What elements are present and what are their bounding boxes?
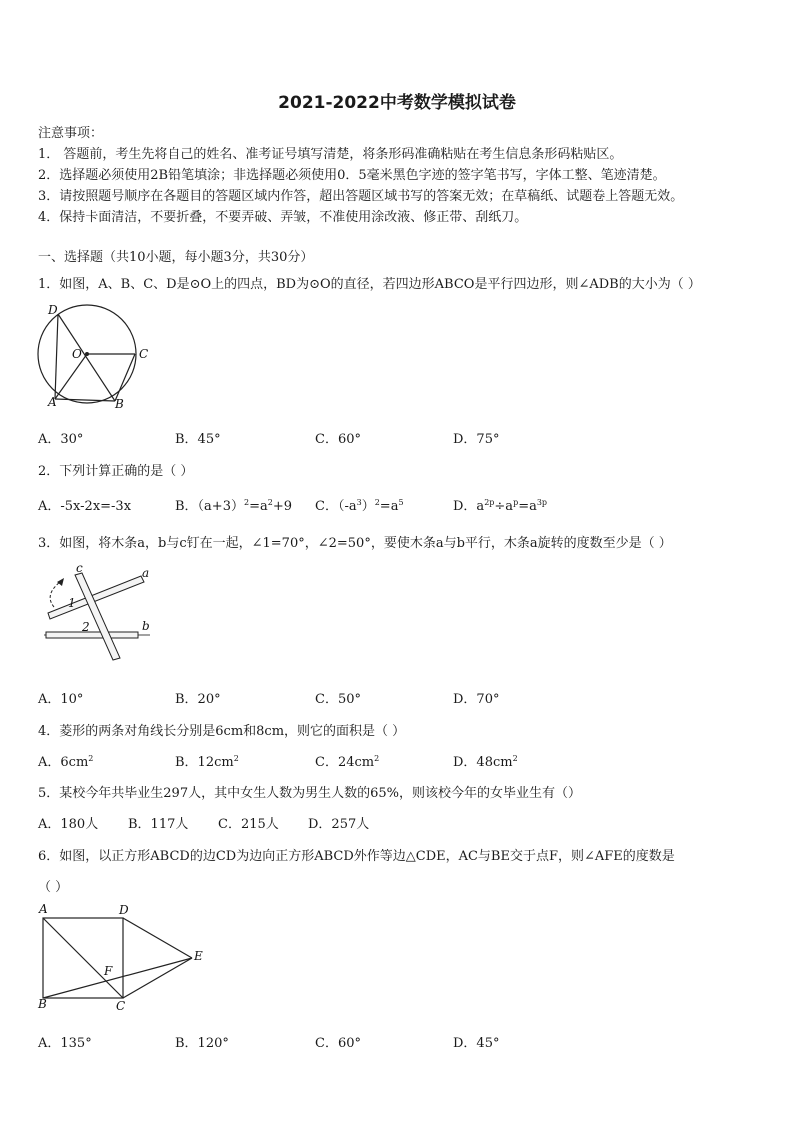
notice-item: 1． 答题前，考生先将自己的姓名、准考证号填写清楚，将条形码准确粘贴在考生信息条形码粘贴区。 (38, 147, 623, 162)
question-5-stem: 5．某校今年共毕业生297人，其中女生人数为男生人数的65%，则该校今年的女毕业生有（） (38, 786, 581, 801)
notice-item: 3．请按照题号顺序在各题目的答题区域内作答，超出答题区域书写的答案无效；在草稿纸、试题卷上答题无效。 (38, 189, 684, 204)
question-1-stem: 1．如图，A、B、C、D是⊙O上的四点，BD为⊙O的直径，若四边形ABCO是平行四边形，则∠ADB的大小为（ ） (38, 277, 701, 292)
label-c: c (76, 561, 83, 575)
label-a: A (48, 395, 57, 409)
option-c[interactable]: C．60° (315, 432, 361, 447)
option-a[interactable]: A．180人 (38, 817, 99, 832)
notice-heading: 注意事项： (38, 126, 104, 141)
option-a[interactable]: A．10° (38, 692, 84, 707)
option-d[interactable]: D．70° (453, 692, 500, 707)
option-c[interactable]: C．50° (315, 692, 361, 707)
option-c[interactable]: C．215人 (218, 817, 279, 832)
label-2: 2 (82, 620, 90, 634)
option-b[interactable]: B．$12cm^2$ (175, 754, 239, 770)
label-d: D (48, 303, 58, 317)
label-d: D (119, 903, 129, 917)
square-triangle-figure (36, 902, 208, 1014)
label-b: b (142, 619, 150, 633)
option-c[interactable]: C．$24cm^2$ (315, 754, 380, 770)
label-a: a (142, 566, 150, 580)
option-a[interactable]: A．30° (38, 432, 84, 447)
question-3-stem: 3．如图，将木条a，b与c钉在一起，∠1=70°，∠2=50°，要使木条a与b平行，木条a旋转的度数至少是（ ） (38, 536, 672, 551)
label-e: E (194, 949, 203, 963)
option-d[interactable]: D．$48cm^2$ (453, 754, 518, 770)
label-b: B (115, 397, 124, 411)
notice-item: 2．选择题必须使用2B铅笔填涂；非选择题必须使用0．5毫米黑色字迹的签字笔书写，字体工整、笔迹清楚。 (38, 168, 666, 183)
sticks-figure (38, 560, 158, 672)
option-b[interactable]: B．120° (175, 1036, 229, 1051)
option-b[interactable]: B．$(a+3)^2=a^2+9$ (175, 498, 292, 514)
label-c: C (139, 347, 149, 361)
option-a[interactable]: A．$6cm^2$ (38, 754, 94, 770)
option-a[interactable]: A．-5x-2x=-3x (38, 499, 132, 514)
notice-item: 4．保持卡面清洁，不要折叠，不要弄破、弄皱，不准使用涂改液、修正带、刮纸刀。 (38, 210, 528, 225)
option-d[interactable]: D．45° (453, 1036, 500, 1051)
page-title: 2021-2022中考数学模拟试卷 (278, 93, 516, 113)
option-c[interactable]: C．60° (315, 1036, 361, 1051)
label-f: F (104, 964, 113, 978)
label-a: A (39, 902, 48, 916)
option-a[interactable]: A．135° (38, 1036, 92, 1051)
option-b[interactable]: B．45° (175, 432, 221, 447)
option-b[interactable]: B．117人 (128, 817, 189, 832)
option-b[interactable]: B．20° (175, 692, 221, 707)
label-b: B (38, 997, 47, 1011)
section-heading: 一、选择题（共10小题，每小题3分，共30分） (38, 250, 314, 265)
option-d[interactable]: D．75° (453, 432, 500, 447)
option-d[interactable]: D．$a^{2p}\div a^p=a^{3p}$ (453, 498, 548, 514)
label-1: 1 (68, 596, 76, 610)
circle-figure (36, 298, 154, 414)
label-c: C (116, 999, 126, 1013)
option-c[interactable]: C．$(-a^3)^2=a^5$ (315, 498, 404, 514)
question-6-stem: 6．如图，以正方形ABCD的边CD为边向正方形ABCD外作等边△CDE，AC与BE交于点F，则∠AFE的度数是 (38, 849, 675, 864)
question-2-stem: 2．下列计算正确的是（ ） (38, 464, 194, 479)
label-o: O (72, 347, 82, 361)
question-6-stem-cont: （ ） (38, 880, 69, 895)
option-d[interactable]: D．257人 (308, 817, 370, 832)
question-4-stem: 4．菱形的两条对角线长分别是6cm和8cm，则它的面积是（ ） (38, 724, 406, 739)
